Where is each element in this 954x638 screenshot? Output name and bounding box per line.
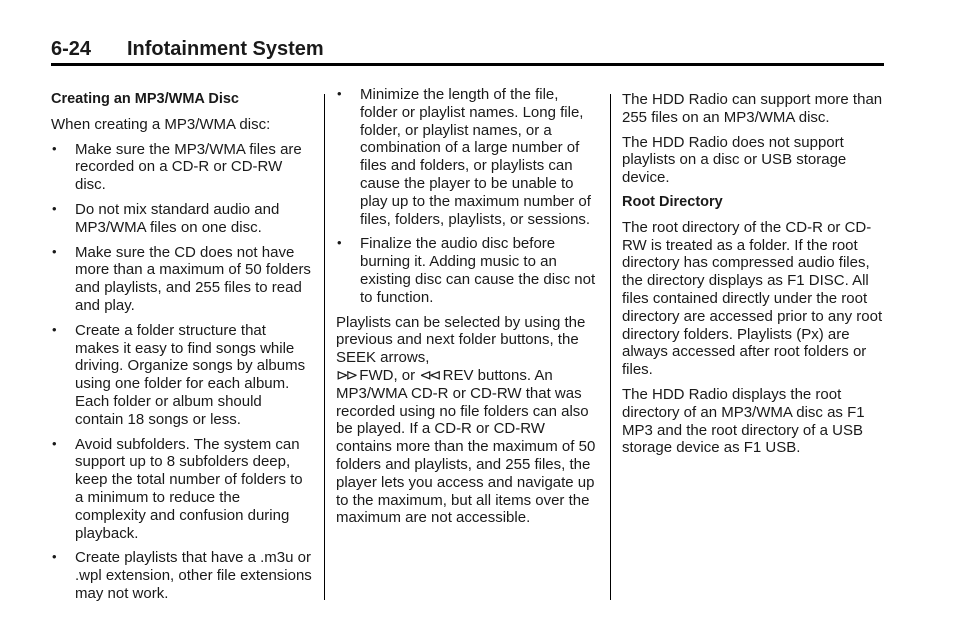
seek-reverse-icon: ⊲⊲: [419, 366, 439, 384]
bullet-list-1: [51, 141, 313, 603]
list-item-text: Finalize the audio disc before burning it. Adding music to an existing disc can cause the disc not to function.: [360, 235, 596, 306]
bullet-icon: •: [52, 435, 57, 451]
list-item: [336, 86, 598, 228]
playlists-text-2: FWD, or: [355, 366, 420, 384]
playlists-text-3: REV buttons. An MP3/WMA CD-R or CD-RW that was recorded using no file folders can also be played. If a CD-R or CD-RW contains more than the maximum of 50 folders and playlists, and 255 files, the player lets you access and navigate up to the maximum, but all items over the maximum are not accessible.: [336, 366, 596, 527]
bullet-icon: •: [337, 235, 342, 251]
list-item-text: Make sure the CD does not have more than a maximum of 50 folders and playlists, and 255 files to read and play.: [75, 243, 311, 314]
playlists-text-1: Playlists can be selected by using the previous and next folder buttons, the SEEK arrows,: [336, 313, 586, 367]
list-item: [51, 322, 313, 429]
page-header: [51, 38, 884, 66]
section-title: Infotainment System: [127, 38, 324, 60]
column-divider-2: [610, 94, 611, 600]
bullet-icon: •: [52, 549, 57, 565]
hdd-support-paragraph: The HDD Radio can support more than 255 files on an MP3/WMA disc.: [622, 91, 883, 126]
list-item: [51, 244, 313, 315]
subheading-creating-disc: Creating an MP3/WMA Disc: [51, 91, 239, 107]
column-1: [51, 91, 313, 610]
bullet-icon: •: [52, 321, 57, 337]
bullet-icon: •: [52, 140, 57, 156]
list-item-text: Minimize the length of the file, folder or playlist names. Long file, folder, or playlist names, or a combination of a large number of files and folders, or playlists can cause the player to be unable to play up to the maximum number of files, folders, playlists, or sessions.: [360, 86, 591, 228]
bullet-icon: •: [52, 243, 57, 259]
bullet-icon: •: [337, 86, 342, 101]
root-directory-paragraph: The root directory of the CD-R or CD-RW is treated as a folder. If the root directory has compressed audio files, the directory displays as F1 DISC. All files contained directly under the root directory are accessed prior to any root directory folders. Playlists (Px) are always accessed after root folders or files.: [622, 218, 883, 379]
column-3: [622, 91, 886, 464]
list-item: [51, 436, 313, 543]
list-item: [51, 141, 313, 194]
header-rule: [51, 63, 884, 66]
hdd-display-paragraph: The HDD Radio displays the root directory of an MP3/WMA disc as F1 MP3 and the root directory of a USB storage device as F1 USB.: [622, 385, 865, 457]
list-item: [336, 235, 598, 306]
subheading-root-directory: Root Directory: [622, 193, 723, 210]
page-number: 6-24: [51, 38, 92, 60]
list-item-text: Make sure the MP3/WMA files are recorded on a CD-R or CD-RW disc.: [75, 140, 302, 194]
list-item: [51, 549, 313, 602]
column-divider-1: [324, 94, 325, 600]
list-item: [51, 201, 313, 237]
bullet-list-2: [336, 86, 598, 307]
column-2: [336, 86, 598, 534]
intro-paragraph: When creating a MP3/WMA disc:: [51, 115, 271, 133]
seek-forward-icon: ⊳⊳: [336, 366, 356, 384]
list-item-text: Create a folder structure that makes it easy to find songs while driving. Organize songs by albums using one folder for each album. Each folder or album should contain 18 songs or less.: [75, 321, 306, 428]
bullet-icon: •: [52, 200, 57, 216]
list-item-text: Avoid subfolders. The system can support up to 8 subfolders deep, keep the total number of folders to a minimum to reduce the complexity and confusion during playback.: [75, 435, 303, 542]
list-item-text: Do not mix standard audio and MP3/WMA files on one disc.: [75, 200, 280, 236]
playlists-paragraph: [336, 314, 598, 528]
list-item-text: Create playlists that have a .m3u or .wpl extension, other file extensions may not work.: [75, 549, 312, 602]
hdd-playlist-paragraph: The HDD Radio does not support playlists on a disc or USB storage device.: [622, 133, 847, 187]
